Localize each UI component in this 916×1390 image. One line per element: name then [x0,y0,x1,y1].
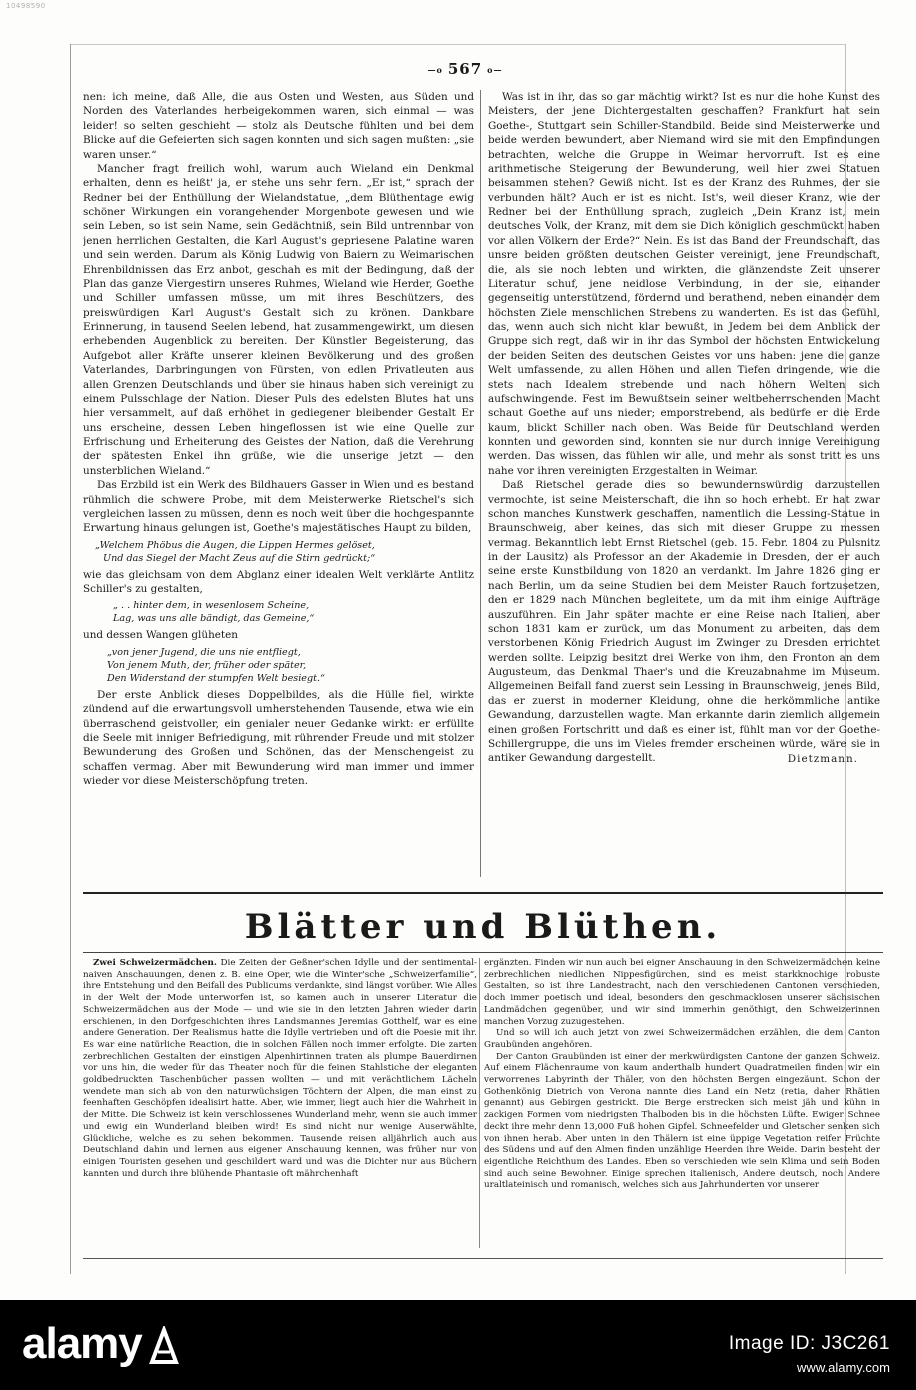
stock-id: 10498590 [6,2,46,10]
paragraph: und dessen Wangen glüheten [83,629,238,642]
verse-line: „von jener Jugend, die uns nie entfliegt, [107,646,301,658]
stock-banner [0,1300,916,1390]
alamy-logo-icon [148,1326,180,1366]
image-id: Image ID: J3C261 [728,1333,890,1354]
feuilleton-left-column [83,958,477,1252]
paragraph [83,958,477,1180]
section-title: Blätter und Blüthen. [244,907,722,947]
verse-line: Lag, was uns alle bändigt, das Gemeine,“ [113,613,315,625]
author-signature: Dietzmann. [787,752,858,765]
paragraph: Mancher fragt freilich wohl, warum auch Wieland ein Denkmal erhalten, denn es heißt' ja, er stehe uns sehr fern. „Er ist,“ sprach der Redner bei der Enthüllung der Wielandstatue, „dem Blüthentage ewig schöner Wirkungen ein vorangehender Morgenbote gewesen und wie sein Leben, so ist sein Name, sein Gedächtniß, sein Bild untrennbar von jenen herrlichen Gestalten, die Karl August's gepriesene Palatine waren und sein werden. Darum als König Ludwig von Baiern zu Weimarischen Ehrenbildnissen das Erz anbot, geschah es mit der Bedingung, daß der Plan das ganze Viergestirn unseres Ruhmes, Wieland wie Herder, Goethe und Schiller umfassen müsse, um mit ihres Beschützers, des preiswürdigen Karl August's Gestalt sich zu krönen. Dankbare Erinnerung, in tausend Seelen lebend, hat zusammengewirkt, um diesen erhebenden Augenblick zu bereiten. Der Künstler Begeisterung, das Aufgebot aller Kräfte unserer kleinen Bevölkerung und des großen Vaterlandes, Darbringungen von Fürsten, von edlen Privatleuten aus allen Grenzen Deutschlands und über sie hinaus haben sich vereinigt zu einem Pulsschlage der Nation. Dieser Puls des edelsten Blutes hat uns hier versammelt, auf daß erhöhet in gediegener bleibender Gestalt Er uns erscheine, dessen Leben hingeflossen ist wie eine Quelle zur Erfrischung und Erheiterung des Geistes der Nation, daß die Verehrung der spätesten Enkel ihn grüße, wie die unserige jetzt — den unsterblichen Wieland.“ [83,162,474,477]
paragraph: wie das gleichsam von dem Abglanz einer idealen Welt verklärte Antlitz Schiller's zu gestalten, [83,568,474,595]
page-frame-top [70,44,846,45]
page-number-ornament-left: —o [427,65,443,75]
section-rule [83,892,883,894]
verse-quote [95,539,474,565]
verse-line: Und das Siegel der Macht Zeus auf die Stirn gedrückt;“ [103,552,376,564]
verse-quote [113,599,474,625]
page-number-ornament-right: o— [487,65,503,75]
section-rule [83,952,883,953]
banner-url: www.alamy.com [797,1360,890,1375]
paragraph: Was ist in ihr, das so gar mächtig wirkt? Ist es nur die hohe Kunst des Meisters, der jene Dichtergestalten geschaffen? Frankfurt hat sein Goethe-, Stuttgart sein Schiller-Standbild. Beide sind Meisterwerke und beide werden bewundert, aber Niemand wird sie mit den Empfindungen betrachten, welche die Gruppe in Weimar hervorruft. Ist es eine arithmetische Steigerung der Bewunderung, weil hier zwei Statuen beisammen stehen? Gewiß nicht. Ist es der Kranz des Ruhmes, der sie verbunden hält? Auch er ist es nicht. Ist's, weil dieser Kranz, wie der Redner bei der Enthüllung sprach, zugleich „Dein Kranz ist, mein deutsches Volk, der Kranz, mit dem sie Dich königlich geschmückt haben vor allen Völkern der Erde?“ Nein. Es ist das Band der Freundschaft, das unsre beiden größten deutschen Geister vereinigt, jene Freundschaft, die, als sie noch lebten und wirkten, die glänzendste Zeit unserer Literatur schuf, jene neidlose Verbindung, in der sie, einander gegenseitig unterstützend, fördernd und berathend, neben einander dem höchsten Ziele menschlichen Strebens zu wanderten. Es ist das Gefühl, das, wenn auch sich nicht klar bewußt, in Jedem bei dem Anblick der Gruppe sich regt, daß wir in ihr das Symbol der höchsten Entwickelung der beiden Seiten des deutschen Geistes vor uns haben: jene die ganze Welt umfassende, zu allen Höhen und allen Tiefen dringende, wie die stets nach Idealem strebende und nach höhern Welten sich aufschwingende. Fest im Bewußtsein seiner weltbeherrschenden Macht schaut Goethe auf uns nieder; emporstrebend, als bedürfe er die Erde kaum, blickt Schiller nach oben. Was Beide für Deutschland werden konnten und geworden sind, konnten sie nur durch innige Vereinigung werden. Das wissen, das fühlen wir alle, und mehr als sonst tritt es uns nahe vor ihren vereinigten Erzgestalten in Weimar. [488,91,880,477]
paragraph: Daß Rietschel gerade dies so bewundernswürdig darzustellen vermochte, ist seine Meisterschaft, die ihn so hoch erhebt. Er hat zwar schon manches Kunstwerk geschaffen, namentlich die Lessing-Statue in Braunschweig, aber keines, das sich mit dieser Gruppe zu messen vermag. Bekanntlich lebt Ernst Rietschel (geb. 15. Febr. 1804 zu Pulsnitz in der Lausitz) als Professor an der Akademie in Dresden, der er auch seine erste Kunstbildung von 1820 an verdankt. Im Jahre 1826 ging er nach Berlin, um da seine Studien bei dem Meister Rauch fortzusetzen, den er 1829 nach München begleitete, um da mit ihm einige Aufträge auszuführen. Ein Jahr später machte er eine Reise nach Italien, aber schon 1831 kam er zurück, um das Monument zu arbeiten, das dem verstorbenen König Friedrich August im Zwinger zu Dresden errichtet werden sollte. Leipzig besitzt drei Werke von ihm, den Fronton an dem Augusteum, das Denkmal Thaer's und die Kreuzabnahme im Museum. Allgemeinen Beifall fand zuerst sein Lessing in Braunschweig, jenes Bild, das er zuerst in moderner Kleidung, ohne die herkömmliche antike Gewandung, darzustellen wagte. Man erkannte darin ziemlich allgemein einen großen Fortschritt und daß es einer ist, fühlt man vor der Goethe-Schillergruppe, die uns im Vieles fremder erscheinen würde, wäre sie in antiker Gewandung dargestellt. [488,479,880,765]
paragraph: Der Canton Graubünden ist einer der merkwürdigsten Cantone der ganzen Schweiz. Auf einem Flächenraume von kaum anderthalb hundert Quadratmeilen finden wir ein verworrenes Labyrinth der Thäler, von den höchsten Bergen eingezäunt. Schon der Gothenkönig Dietrich von Verona nannte dies Land ein Netz (retia, daher Rhätien genannt) aus Gebirgen gestrickt. Die Berge erstrecken sich meist jäh und kühn in zackigen Formen vom niedrigsten Thalboden bis in die höchsten Lüfte. Ewiger Schnee deckt ihre mehr denn 13,000 Fuß hohen Gipfel. Schneefelder und Gletscher senken sich von ihnen herab. Aber unten in den Thälern ist eine üppige Vegetation reifer Früchte des Südens und auf den Almen finden unzählige Heerden ihre Weide. Darin besteht der eigentliche Reichthum des Landes. Eben so verschieden wie sein Klima und sein Boden sind auch seine Bewohner. Einige sprechen italienisch, Andere deutsch, noch Andere uraltlateinisch und romanisch, welches sich aus Jahrhunderten vor unserer [484,1051,880,1191]
article-right-column [488,90,880,880]
page-number-value: 567 [447,60,483,78]
page-number [420,60,510,78]
paragraph: nen: ich meine, daß Alle, die aus Osten und Westen, aus Süden und Norden des Vaterlandes herbeigekommen waren, sich einmal — was leider! so selten geschieht — stolz als Deutsche fühlten und bei dem Blicke auf die Gefeierten sich sagen konnten und sich sagen mußten: „sie waren unser.“ [83,91,474,161]
alamy-logo-text: alamy [22,1319,142,1368]
paragraph-text: Die Zeiten der Geßner'schen Idylle und der sentimental-naiven Anschauungen, denen z. B. eine Oper, wie die Winter'sche „Schweizerfamilie“, ihre Entstehung und den Beifall des Publicums verdankte, sind längst vorüber. Wie Alles in der Welt der Mode unterworfen ist, so kamen auch in unserer Literatur die Schweizermädchen aus der Mode — und wie sie in den letzten Jahren wieder darin erschienen, in den Dorfgeschichten ihres Landsmannes Jeremias Gotthelf, war es eine andere Generation. Der Realismus hatte die Idylle vertrieben und oft die Poesie mit ihr. Es war eine natürliche Reaction, die in solchen Fällen noch immer erfolgte. Die zarten zerbrechlichen Gestalten der einstigen Alpenhirtinnen traten als plumpe Bauerdirnen vor uns hin, die weder für das Theater noch für die feinen Stahlstiche der eleganten goldbedruckten Taschenbücher passen wollten — und mit verächtlichem Lächeln wendete man sich ab von den naturwüchsigen Töchtern der Alpen, die man einst zu feenhaften Geschöpfen idealisirt hatte. Aber, wie immer, liegt auch hier die Wahrheit in der Mitte. Die Schweiz ist kein verschlossenes Wunderland mehr, wenn sie auch immer und ewig ein Wunderland bleiben wird! Es sind nicht nur wenige Auserwählte, Glückliche, welche es zu sehen bekommen. Tausende reisen alljährlich auch aus Deutschland dahin und lernen aus eigener Anschauung kennen, was früher nur von einigen Touristen gesehen und geschildert ward und was die Dichter nur aus Büchern kannten und durch ihre blühende Phantasie oft mährchenhaft [83,958,477,1179]
page-frame-left [70,44,71,1274]
paragraph: Das Erzbild ist ein Werk des Bildhauers Gasser in Wien und es bestand rühmlich die schwere Probe, mit dem Meisterwerke Rietschel's sich vergleichen lassen zu müssen, denn es noch weit über die hochgespannte Erwartung hinaus gelungen ist, Goethe's majestätisches Haupt zu bilden, [83,479,474,535]
page-bottom-rule [83,1258,883,1259]
paragraph: Der erste Anblick dieses Doppelbildes, als die Hülle fiel, wirkte zündend auf die erwartungsvoll umherstehenden Tausende, etwa wie ein überraschend geistvoller, ein genialer neuer Gedanke wirkt: er erfüllte die Seele mit inniger Befriedigung, mit rührender Freude und mit stolzer Bewunderung des Großen und Schönen, das der Menschengeist zu schaffen vermag. Aber mit Bewunderung wird man immer und immer wieder vor diese Meisterschöpfung treten. [83,688,474,787]
verse-line: Den Widerstand der stumpfen Welt besiegt.“ [107,672,325,684]
verse-line: „Welchem Phöbus die Augen, die Lippen Hermes gelöset, [95,539,375,551]
verse-quote [107,646,474,685]
article-left-column [83,90,474,880]
feuilleton-right-column [484,958,880,1252]
paragraph: ergänzten. Finden wir nun auch bei eigner Anschauung in den Schweizermädchen keine zerbrechlichen niedlichen Nippesfigürchen, sind es meist starkknochige robuste Gestalten, so ist ihre Landestracht, nach den verschiedenen Cantonen verschieden, doch immer poetisch und ideal, besonders den geschmacklosen unserer sächsischen Landmädchen gegenüber, und wir sind immerhin genöthigt, den Schweizerinnen manchen Vorzug zuzugestehen. [484,958,880,1027]
alamy-logo [22,1316,180,1372]
verse-line: „ . . hinter dem, in wesenlosem Scheine, [113,600,310,612]
paragraph: Und so will ich auch jetzt von zwei Schweizermädchen erzählen, die dem Canton Graubünden angehören. [484,1028,880,1050]
verse-line: Von jenem Muth, der, früher oder später, [107,659,307,671]
column-divider [479,958,480,1248]
column-divider [480,90,481,877]
article-lead-title: Zwei Schweizermädchen. [93,958,217,968]
